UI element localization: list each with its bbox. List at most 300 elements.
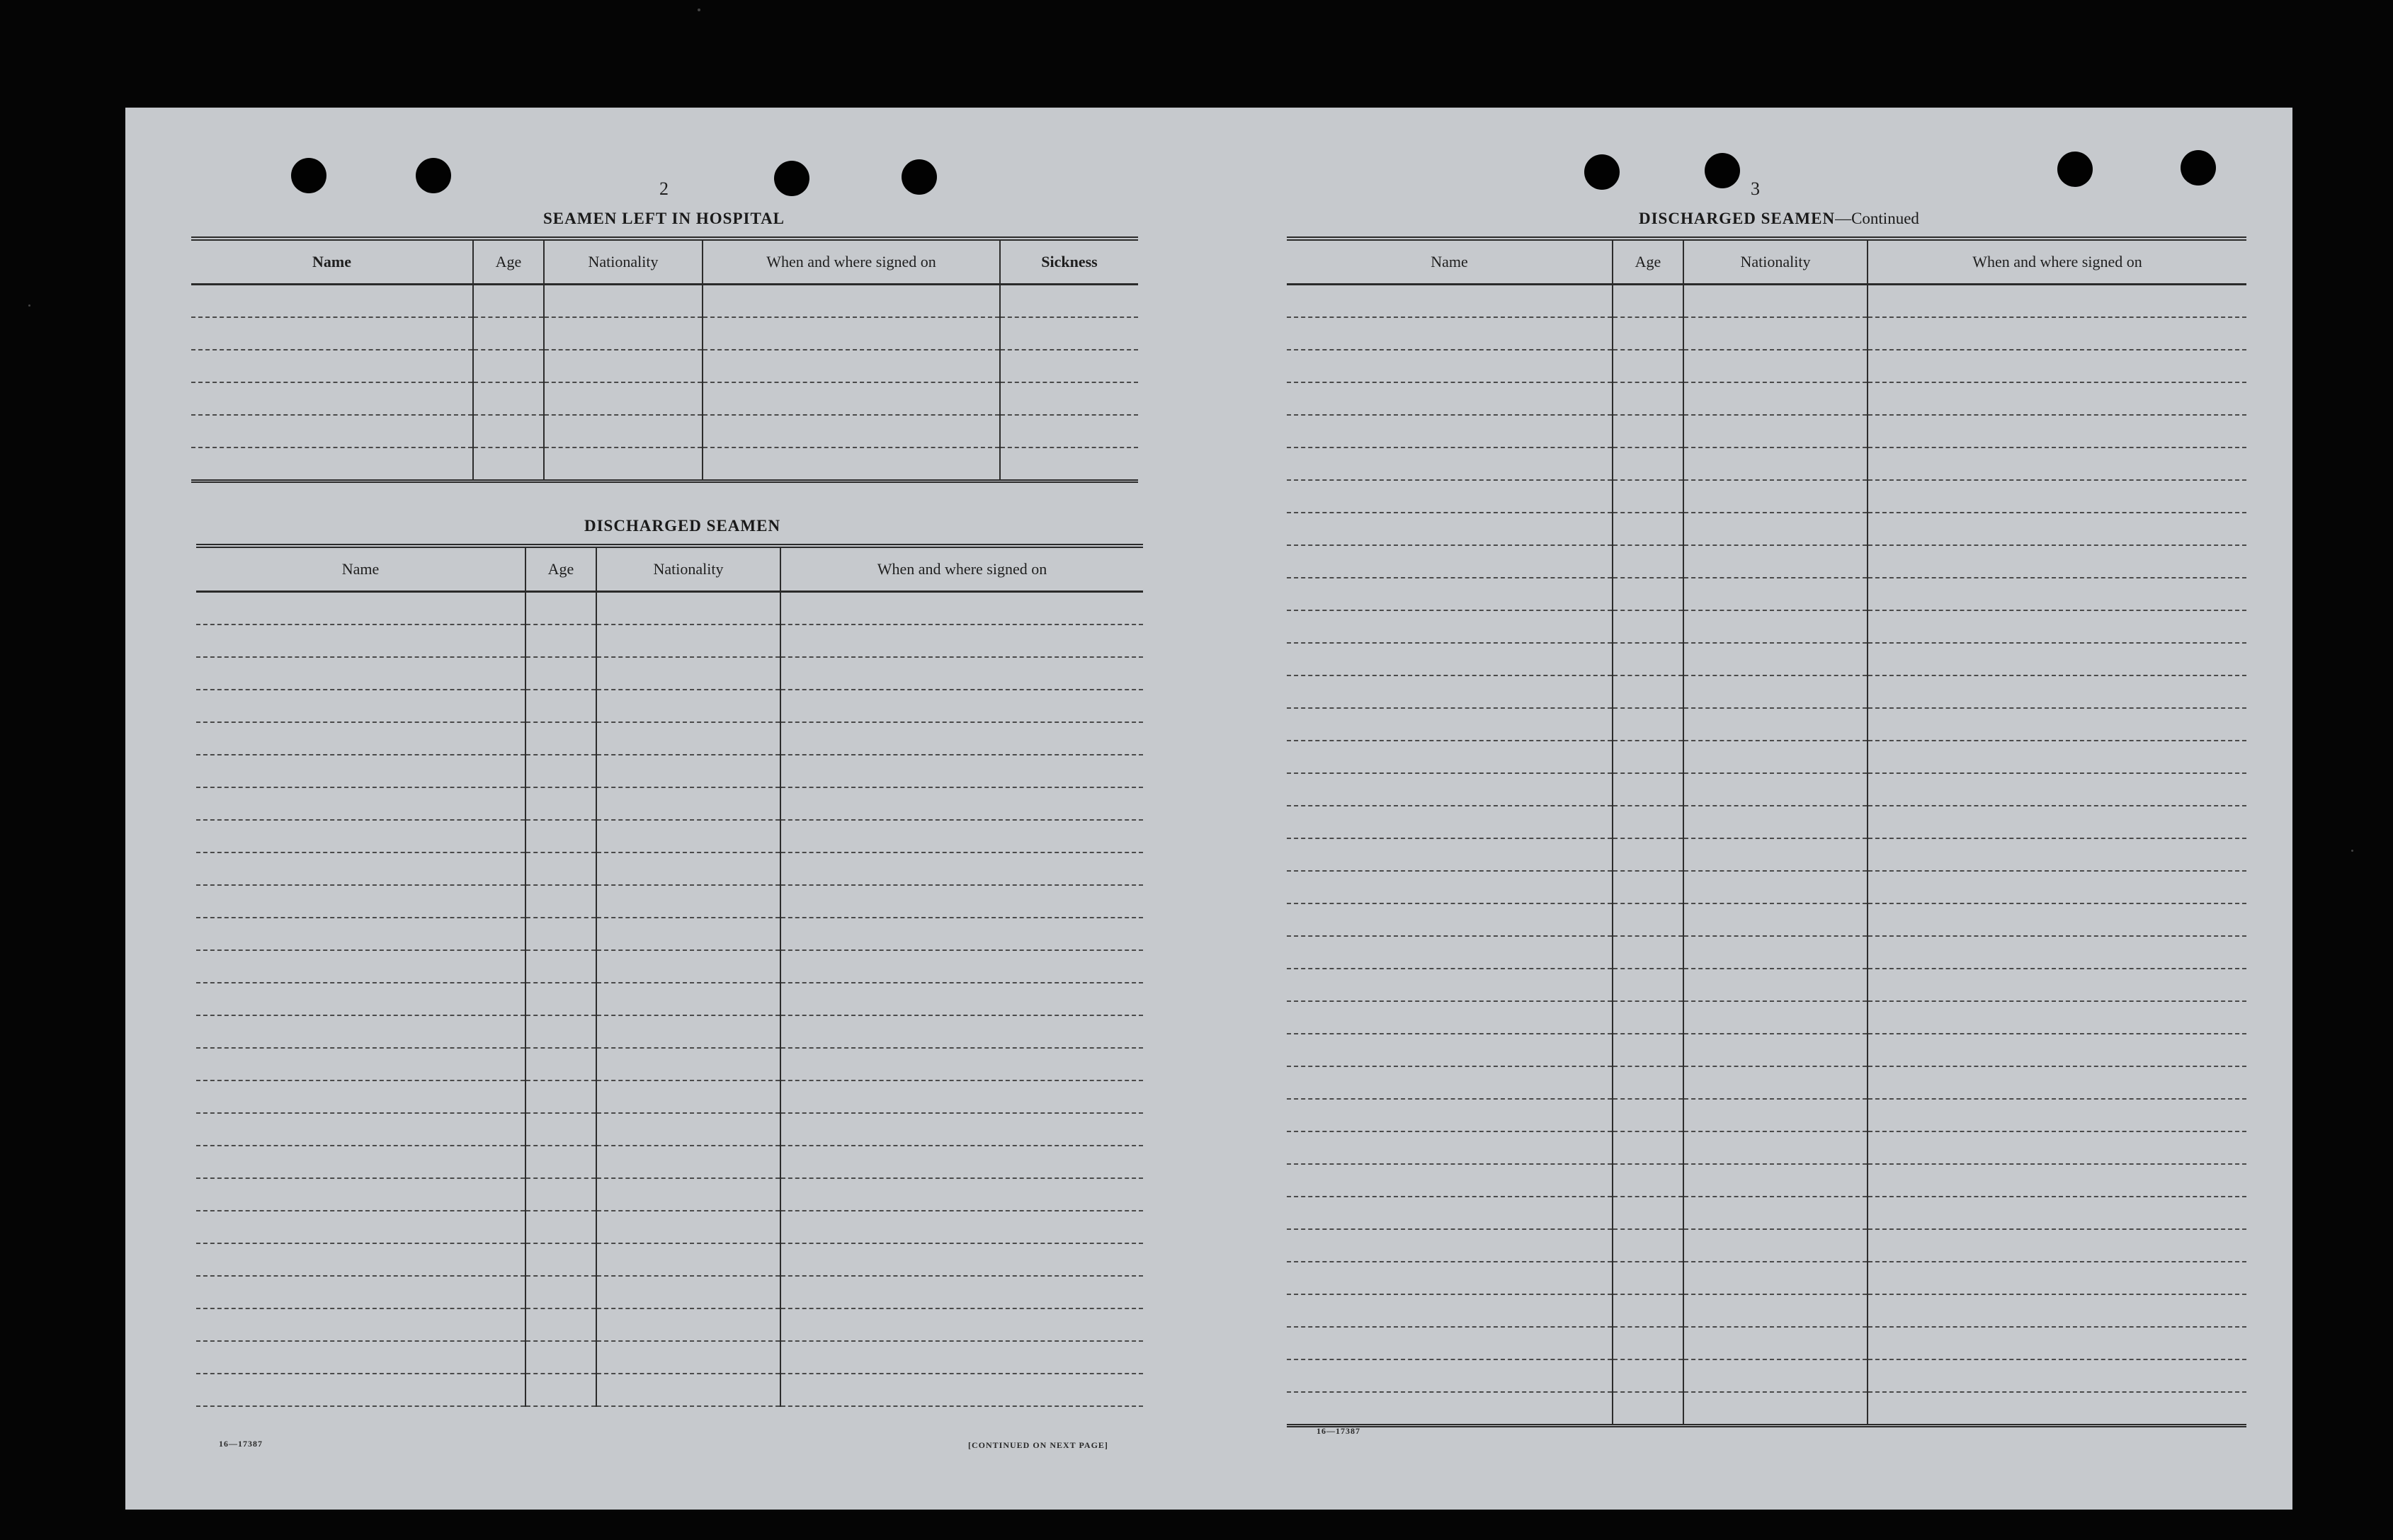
table-cell (1868, 1001, 2246, 1034)
table-cell (703, 382, 1000, 415)
table-cell (525, 918, 596, 950)
table-cell (1868, 545, 2246, 578)
column-header-nationality: Nationality (596, 546, 780, 592)
table-cell (780, 820, 1143, 852)
page-number: 2 (659, 178, 669, 199)
table-cell (196, 1341, 525, 1374)
table-row (196, 1048, 1143, 1080)
table-cell (1613, 643, 1683, 675)
page-number: 3 (1751, 178, 1760, 199)
table-cell (780, 1048, 1143, 1080)
table-row (1287, 1327, 2246, 1359)
table-cell (1287, 480, 1613, 513)
punch-hole (1584, 154, 1620, 190)
table-row (1287, 1001, 2246, 1034)
table-cell (196, 690, 525, 722)
table-row (1287, 1294, 2246, 1327)
dust-speck (698, 8, 700, 11)
table-row (1287, 903, 2246, 936)
hospital-section-title: SEAMEN LEFT IN HOSPITAL (543, 210, 785, 227)
table-cell (596, 918, 780, 950)
table-cell (596, 1341, 780, 1374)
table-cell (780, 1276, 1143, 1308)
table-row (1287, 317, 2246, 350)
left-page (125, 108, 1209, 1510)
table-cell (544, 317, 703, 350)
table-cell (1613, 1164, 1683, 1197)
table-cell (1613, 447, 1683, 480)
column-header-name: Name (196, 546, 525, 592)
table-cell (780, 1080, 1143, 1113)
table-cell (1000, 382, 1138, 415)
table-cell (1868, 1164, 2246, 1197)
table-row (1287, 382, 2246, 415)
table-cell (1683, 1359, 1868, 1392)
table-cell (196, 885, 525, 918)
table-cell (1868, 675, 2246, 708)
table-cell (1287, 1294, 1613, 1327)
table-cell (196, 950, 525, 983)
table-cell (1613, 1359, 1683, 1392)
table-row (1287, 285, 2246, 318)
table-cell (1287, 610, 1613, 643)
table-cell (525, 657, 596, 690)
table-cell (196, 592, 525, 625)
table-cell (596, 624, 780, 657)
table-row (196, 1276, 1143, 1308)
table-cell (1868, 447, 2246, 480)
table-cell (196, 1178, 525, 1211)
table-cell (1613, 773, 1683, 806)
table-cell (196, 1211, 525, 1243)
table-cell (525, 592, 596, 625)
table-cell (196, 1048, 525, 1080)
table-cell (1613, 1262, 1683, 1294)
table-cell (473, 285, 544, 318)
table-cell (196, 1276, 525, 1308)
table-cell (525, 1243, 596, 1276)
table-cell (780, 950, 1143, 983)
table-cell (780, 624, 1143, 657)
table-cell (1868, 1229, 2246, 1262)
table-cell (1683, 382, 1868, 415)
table-cell (196, 1113, 525, 1146)
continued-note: [CONTINUED ON NEXT PAGE] (968, 1440, 1108, 1450)
table-cell (544, 415, 703, 447)
table-cell (1287, 1229, 1613, 1262)
table-row (196, 657, 1143, 690)
table-row (196, 950, 1143, 983)
table-row (1287, 643, 2246, 675)
table-cell (1868, 838, 2246, 871)
table-cell (1868, 1131, 2246, 1164)
table-row (196, 918, 1143, 950)
table-cell (1287, 447, 1613, 480)
table-row (1287, 773, 2246, 806)
table-cell (780, 1308, 1143, 1341)
table-cell (1287, 1131, 1613, 1164)
table-cell (196, 820, 525, 852)
table-row (1287, 1392, 2246, 1426)
document-sheet (125, 108, 2292, 1510)
table-cell (1287, 545, 1613, 578)
table-cell (191, 415, 473, 447)
table-cell (525, 1341, 596, 1374)
table-cell (1287, 1001, 1613, 1034)
table-row (191, 382, 1138, 415)
table-cell (1613, 1197, 1683, 1229)
table-cell (1613, 350, 1683, 382)
table-cell (596, 1276, 780, 1308)
table-cell (525, 787, 596, 820)
table-cell (1683, 773, 1868, 806)
table-cell (1683, 1066, 1868, 1099)
table-cell (1287, 285, 1613, 318)
table-cell (596, 592, 780, 625)
table-cell (596, 1048, 780, 1080)
table-cell (196, 1308, 525, 1341)
table-cell (780, 918, 1143, 950)
table-row (1287, 610, 2246, 643)
table-cell (1287, 513, 1613, 545)
table-cell (1287, 773, 1613, 806)
table-cell (525, 1048, 596, 1080)
table-cell (525, 690, 596, 722)
table-cell (1613, 513, 1683, 545)
table-cell (1683, 1034, 1868, 1066)
table-cell (1287, 741, 1613, 773)
table-cell (1287, 1099, 1613, 1131)
table-cell (703, 415, 1000, 447)
table-cell (1287, 1327, 1613, 1359)
table-cell (525, 885, 596, 918)
punch-hole (1705, 153, 1740, 188)
table-row (1287, 871, 2246, 903)
table-cell (473, 415, 544, 447)
table-cell (703, 447, 1000, 481)
punch-hole (774, 161, 809, 196)
table-cell (1287, 1034, 1613, 1066)
table-cell (1613, 1327, 1683, 1359)
table-row (196, 1243, 1143, 1276)
table-cell (1287, 643, 1613, 675)
table-cell (780, 1146, 1143, 1178)
table-cell (1613, 317, 1683, 350)
table-cell (1868, 969, 2246, 1001)
table-cell (780, 1178, 1143, 1211)
table-cell (1868, 480, 2246, 513)
table-cell (1683, 1131, 1868, 1164)
table-cell (525, 1146, 596, 1178)
column-header-signed-on: When and where signed on (703, 239, 1000, 285)
table-cell (1613, 610, 1683, 643)
table-row (196, 787, 1143, 820)
table-cell (473, 317, 544, 350)
table-cell (703, 317, 1000, 350)
table-cell (1613, 708, 1683, 741)
table-cell (1683, 317, 1868, 350)
table-cell (191, 382, 473, 415)
table-cell (1613, 741, 1683, 773)
table-row (1287, 545, 2246, 578)
table-cell (1613, 415, 1683, 447)
table-row (1287, 1229, 2246, 1262)
table-row (196, 1374, 1143, 1406)
table-cell (196, 1146, 525, 1178)
table-cell (1683, 1197, 1868, 1229)
table-cell (1683, 969, 1868, 1001)
table-cell (1868, 806, 2246, 838)
table-cell (525, 852, 596, 885)
dust-speck (2351, 850, 2353, 852)
table-cell (1287, 1164, 1613, 1197)
discharged-continued-title: DISCHARGED SEAMEN—Continued (1639, 210, 1919, 227)
table-cell (525, 722, 596, 755)
table-cell (1868, 708, 2246, 741)
table-cell (1613, 1392, 1683, 1426)
table-cell (196, 657, 525, 690)
table-cell (780, 983, 1143, 1015)
table-cell (596, 722, 780, 755)
table-cell (525, 624, 596, 657)
column-header-nationality: Nationality (1683, 239, 1868, 285)
table-row (196, 624, 1143, 657)
table-cell (780, 852, 1143, 885)
table-cell (596, 950, 780, 983)
table-cell (1287, 969, 1613, 1001)
table-cell (1613, 1001, 1683, 1034)
table-row (1287, 1164, 2246, 1197)
table-cell (191, 447, 473, 481)
table-cell (1683, 545, 1868, 578)
table-cell (1613, 1066, 1683, 1099)
table-cell (596, 885, 780, 918)
table-row (1287, 1034, 2246, 1066)
table-cell (1868, 1197, 2246, 1229)
form-number: 16—17387 (1317, 1426, 1360, 1436)
table-row (1287, 513, 2246, 545)
table-row (196, 820, 1143, 852)
table-cell (596, 1113, 780, 1146)
table-cell (1613, 1294, 1683, 1327)
table-cell (544, 382, 703, 415)
table-cell (1000, 415, 1138, 447)
table-row (196, 1308, 1143, 1341)
table-cell (1287, 936, 1613, 969)
table-cell (1287, 806, 1613, 838)
table-cell (1287, 1359, 1613, 1392)
table-cell (525, 1276, 596, 1308)
table-row (1287, 415, 2246, 447)
table-cell (196, 983, 525, 1015)
table-cell (196, 722, 525, 755)
table-row (196, 1178, 1143, 1211)
punch-hole (291, 158, 326, 193)
table-cell (780, 885, 1143, 918)
table-cell (1613, 1099, 1683, 1131)
table-cell (525, 1374, 596, 1406)
table-cell (1868, 903, 2246, 936)
table-row (196, 1015, 1143, 1048)
table-cell (780, 1374, 1143, 1406)
table-cell (1683, 643, 1868, 675)
table-cell (1683, 1099, 1868, 1131)
table-row (196, 690, 1143, 722)
table-cell (1613, 969, 1683, 1001)
table-cell (525, 983, 596, 1015)
table-cell (780, 1243, 1143, 1276)
table-cell (780, 1211, 1143, 1243)
table-cell (1683, 578, 1868, 610)
table-row (1287, 578, 2246, 610)
table-row (196, 1146, 1143, 1178)
table-row (191, 350, 1138, 382)
table-cell (191, 285, 473, 318)
table-cell (780, 1113, 1143, 1146)
table-cell (780, 657, 1143, 690)
table-cell (1868, 643, 2246, 675)
table-cell (780, 1341, 1143, 1374)
table-cell (191, 317, 473, 350)
table-cell (1287, 350, 1613, 382)
table-cell (525, 820, 596, 852)
table-cell (544, 447, 703, 481)
table-cell (1683, 936, 1868, 969)
table-cell (1683, 1229, 1868, 1262)
table-cell (1868, 1034, 2246, 1066)
punch-hole (2181, 150, 2216, 186)
table-cell (1868, 1294, 2246, 1327)
table-row (191, 447, 1138, 481)
table-row (1287, 936, 2246, 969)
table-cell (525, 1015, 596, 1048)
table-cell (1613, 1034, 1683, 1066)
table-cell (596, 787, 780, 820)
punch-hole (2057, 152, 2093, 187)
table-cell (525, 1178, 596, 1211)
table-row (1287, 1359, 2246, 1392)
table-cell (544, 350, 703, 382)
table-cell (1287, 1197, 1613, 1229)
table-cell (1683, 415, 1868, 447)
table-cell (525, 1080, 596, 1113)
table-cell (1683, 480, 1868, 513)
table-cell (596, 1374, 780, 1406)
table-cell (1613, 903, 1683, 936)
table-cell (1613, 1229, 1683, 1262)
table-cell (1287, 708, 1613, 741)
column-header-age: Age (473, 239, 544, 285)
table-cell (1683, 447, 1868, 480)
table-row (196, 755, 1143, 787)
table-cell (1683, 806, 1868, 838)
table-cell (1000, 317, 1138, 350)
column-header-signed-on: When and where signed on (1868, 239, 2246, 285)
table-cell (1287, 578, 1613, 610)
table-cell (544, 285, 703, 318)
table-cell (1683, 838, 1868, 871)
table-cell (196, 1080, 525, 1113)
table-cell (1868, 741, 2246, 773)
table-row (1287, 675, 2246, 708)
table-cell (191, 350, 473, 382)
table-cell (1287, 317, 1613, 350)
table-row (196, 1341, 1143, 1374)
table-cell (780, 755, 1143, 787)
table-cell (525, 1308, 596, 1341)
table-cell (1868, 513, 2246, 545)
table-cell (1868, 610, 2246, 643)
table-cell (1287, 675, 1613, 708)
table-row (1287, 1262, 2246, 1294)
table-cell (780, 690, 1143, 722)
table-row (1287, 350, 2246, 382)
table-cell (1683, 1392, 1868, 1426)
table-cell (1287, 1392, 1613, 1426)
table-cell (1683, 1001, 1868, 1034)
punch-hole (416, 158, 451, 193)
table-cell (596, 1015, 780, 1048)
table-cell (525, 1113, 596, 1146)
table-cell (1868, 285, 2246, 318)
table-cell (1000, 285, 1138, 318)
table-cell (1613, 285, 1683, 318)
table-cell (596, 820, 780, 852)
table-cell (596, 852, 780, 885)
table-row (196, 983, 1143, 1015)
table-cell (1868, 936, 2246, 969)
column-header-nationality: Nationality (544, 239, 703, 285)
table-row (1287, 480, 2246, 513)
table-cell (1868, 415, 2246, 447)
table-cell (196, 1374, 525, 1406)
table-cell (1613, 806, 1683, 838)
table-row (191, 415, 1138, 447)
table-cell (473, 447, 544, 481)
table-cell (1287, 838, 1613, 871)
table-cell (596, 657, 780, 690)
table-cell (1000, 447, 1138, 481)
table-cell (1613, 871, 1683, 903)
table-cell (1287, 871, 1613, 903)
table-cell (780, 787, 1143, 820)
discharged-table (196, 544, 1143, 1407)
punch-hole (902, 159, 937, 195)
table-cell (596, 755, 780, 787)
column-header-name: Name (1287, 239, 1613, 285)
table-cell (525, 1211, 596, 1243)
table-cell (1868, 1099, 2246, 1131)
table-cell (1868, 578, 2246, 610)
table-cell (1287, 382, 1613, 415)
table-cell (596, 1243, 780, 1276)
column-header-signed-on: When and where signed on (780, 546, 1143, 592)
table-row (1287, 1099, 2246, 1131)
table-cell (525, 755, 596, 787)
table-cell (196, 624, 525, 657)
table-cell (596, 1146, 780, 1178)
table-row (196, 722, 1143, 755)
form-number: 16—17387 (219, 1439, 263, 1449)
table-cell (1868, 1262, 2246, 1294)
table-cell (525, 950, 596, 983)
table-cell (596, 983, 780, 1015)
table-cell (780, 722, 1143, 755)
table-row (196, 592, 1143, 625)
discharged-continued-table (1287, 236, 2246, 1427)
column-header-name: Name (191, 239, 473, 285)
table-cell (1868, 1359, 2246, 1392)
